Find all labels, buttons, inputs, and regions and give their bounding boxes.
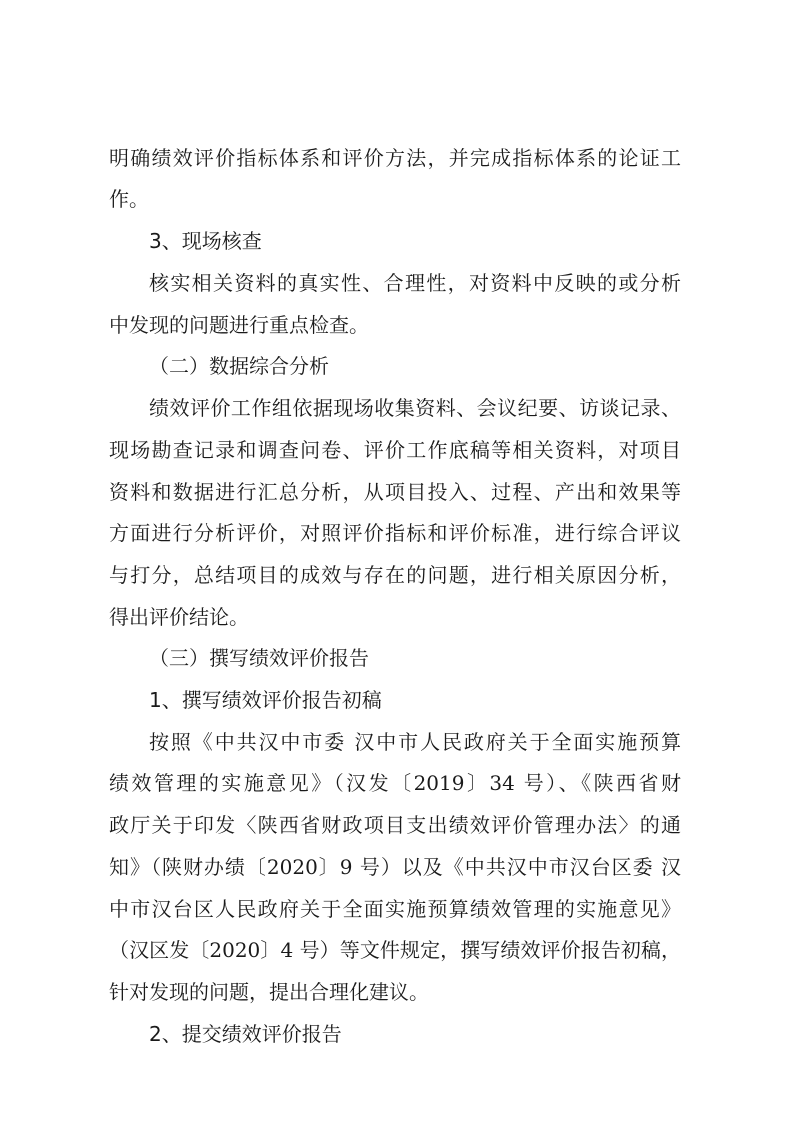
section-heading-2: （二）数据综合分析	[149, 354, 329, 378]
paragraph-line-8: 现场勘查记录和调查问卷、评价工作底稿等相关资料，对项目	[109, 438, 681, 462]
paragraph-line-21: 针对发现的问题，提出合理化建议。	[109, 980, 429, 1004]
paragraph-line-12: 得出评价结论。	[109, 605, 249, 629]
paragraph-line-5: 中发现的问题进行重点检查。	[109, 313, 369, 337]
subsection-heading-submit: 2、提交绩效评价报告	[149, 1022, 342, 1046]
paragraph-line-4: 核实相关资料的真实性、合理性，对资料中反映的或分析	[149, 271, 681, 295]
paragraph-line-11: 与打分，总结项目的成效与存在的问题，进行相关原因分析，	[109, 563, 681, 587]
paragraph-line-18: 知》（陕财办绩〔2020〕9 号）以及《中共汉中市汉台区委 汉	[109, 855, 681, 879]
subsection-heading-draft: 1、撰写绩效评价报告初稿	[149, 688, 382, 712]
paragraph-line-20: （汉区发〔2020〕4 号）等文件规定，撰写绩效评价报告初稿，	[109, 938, 681, 962]
paragraph-line-16: 绩效管理的实施意见》（汉发〔2019〕34 号）、《陕西省财	[109, 771, 681, 795]
section-heading-3-report: （三）撰写绩效评价报告	[149, 646, 369, 670]
section-heading-3: 3、现场核查	[149, 229, 262, 253]
paragraph-line-1: 明确绩效评价指标体系和评价方法，并完成指标体系的论证工	[109, 146, 681, 170]
paragraph-line-9: 资料和数据进行汇总分析，从项目投入、过程、产出和效果等	[109, 480, 681, 504]
paragraph-line-7: 绩效评价工作组依据现场收集资料、会议纪要、访谈记录、	[149, 396, 681, 420]
paragraph-line-2: 作。	[109, 187, 149, 211]
paragraph-line-19: 中市汉台区人民政府关于全面实施预算绩效管理的实施意见》	[109, 897, 681, 921]
paragraph-line-10: 方面进行分析评价，对照评价指标和评价标准，进行综合评议	[109, 521, 681, 545]
paragraph-line-15: 按照《中共汉中市委 汉中市人民政府关于全面实施预算	[149, 730, 681, 754]
paragraph-line-17: 政厅关于印发〈陕西省财政项目支出绩效评价管理办法〉的通	[109, 813, 681, 837]
